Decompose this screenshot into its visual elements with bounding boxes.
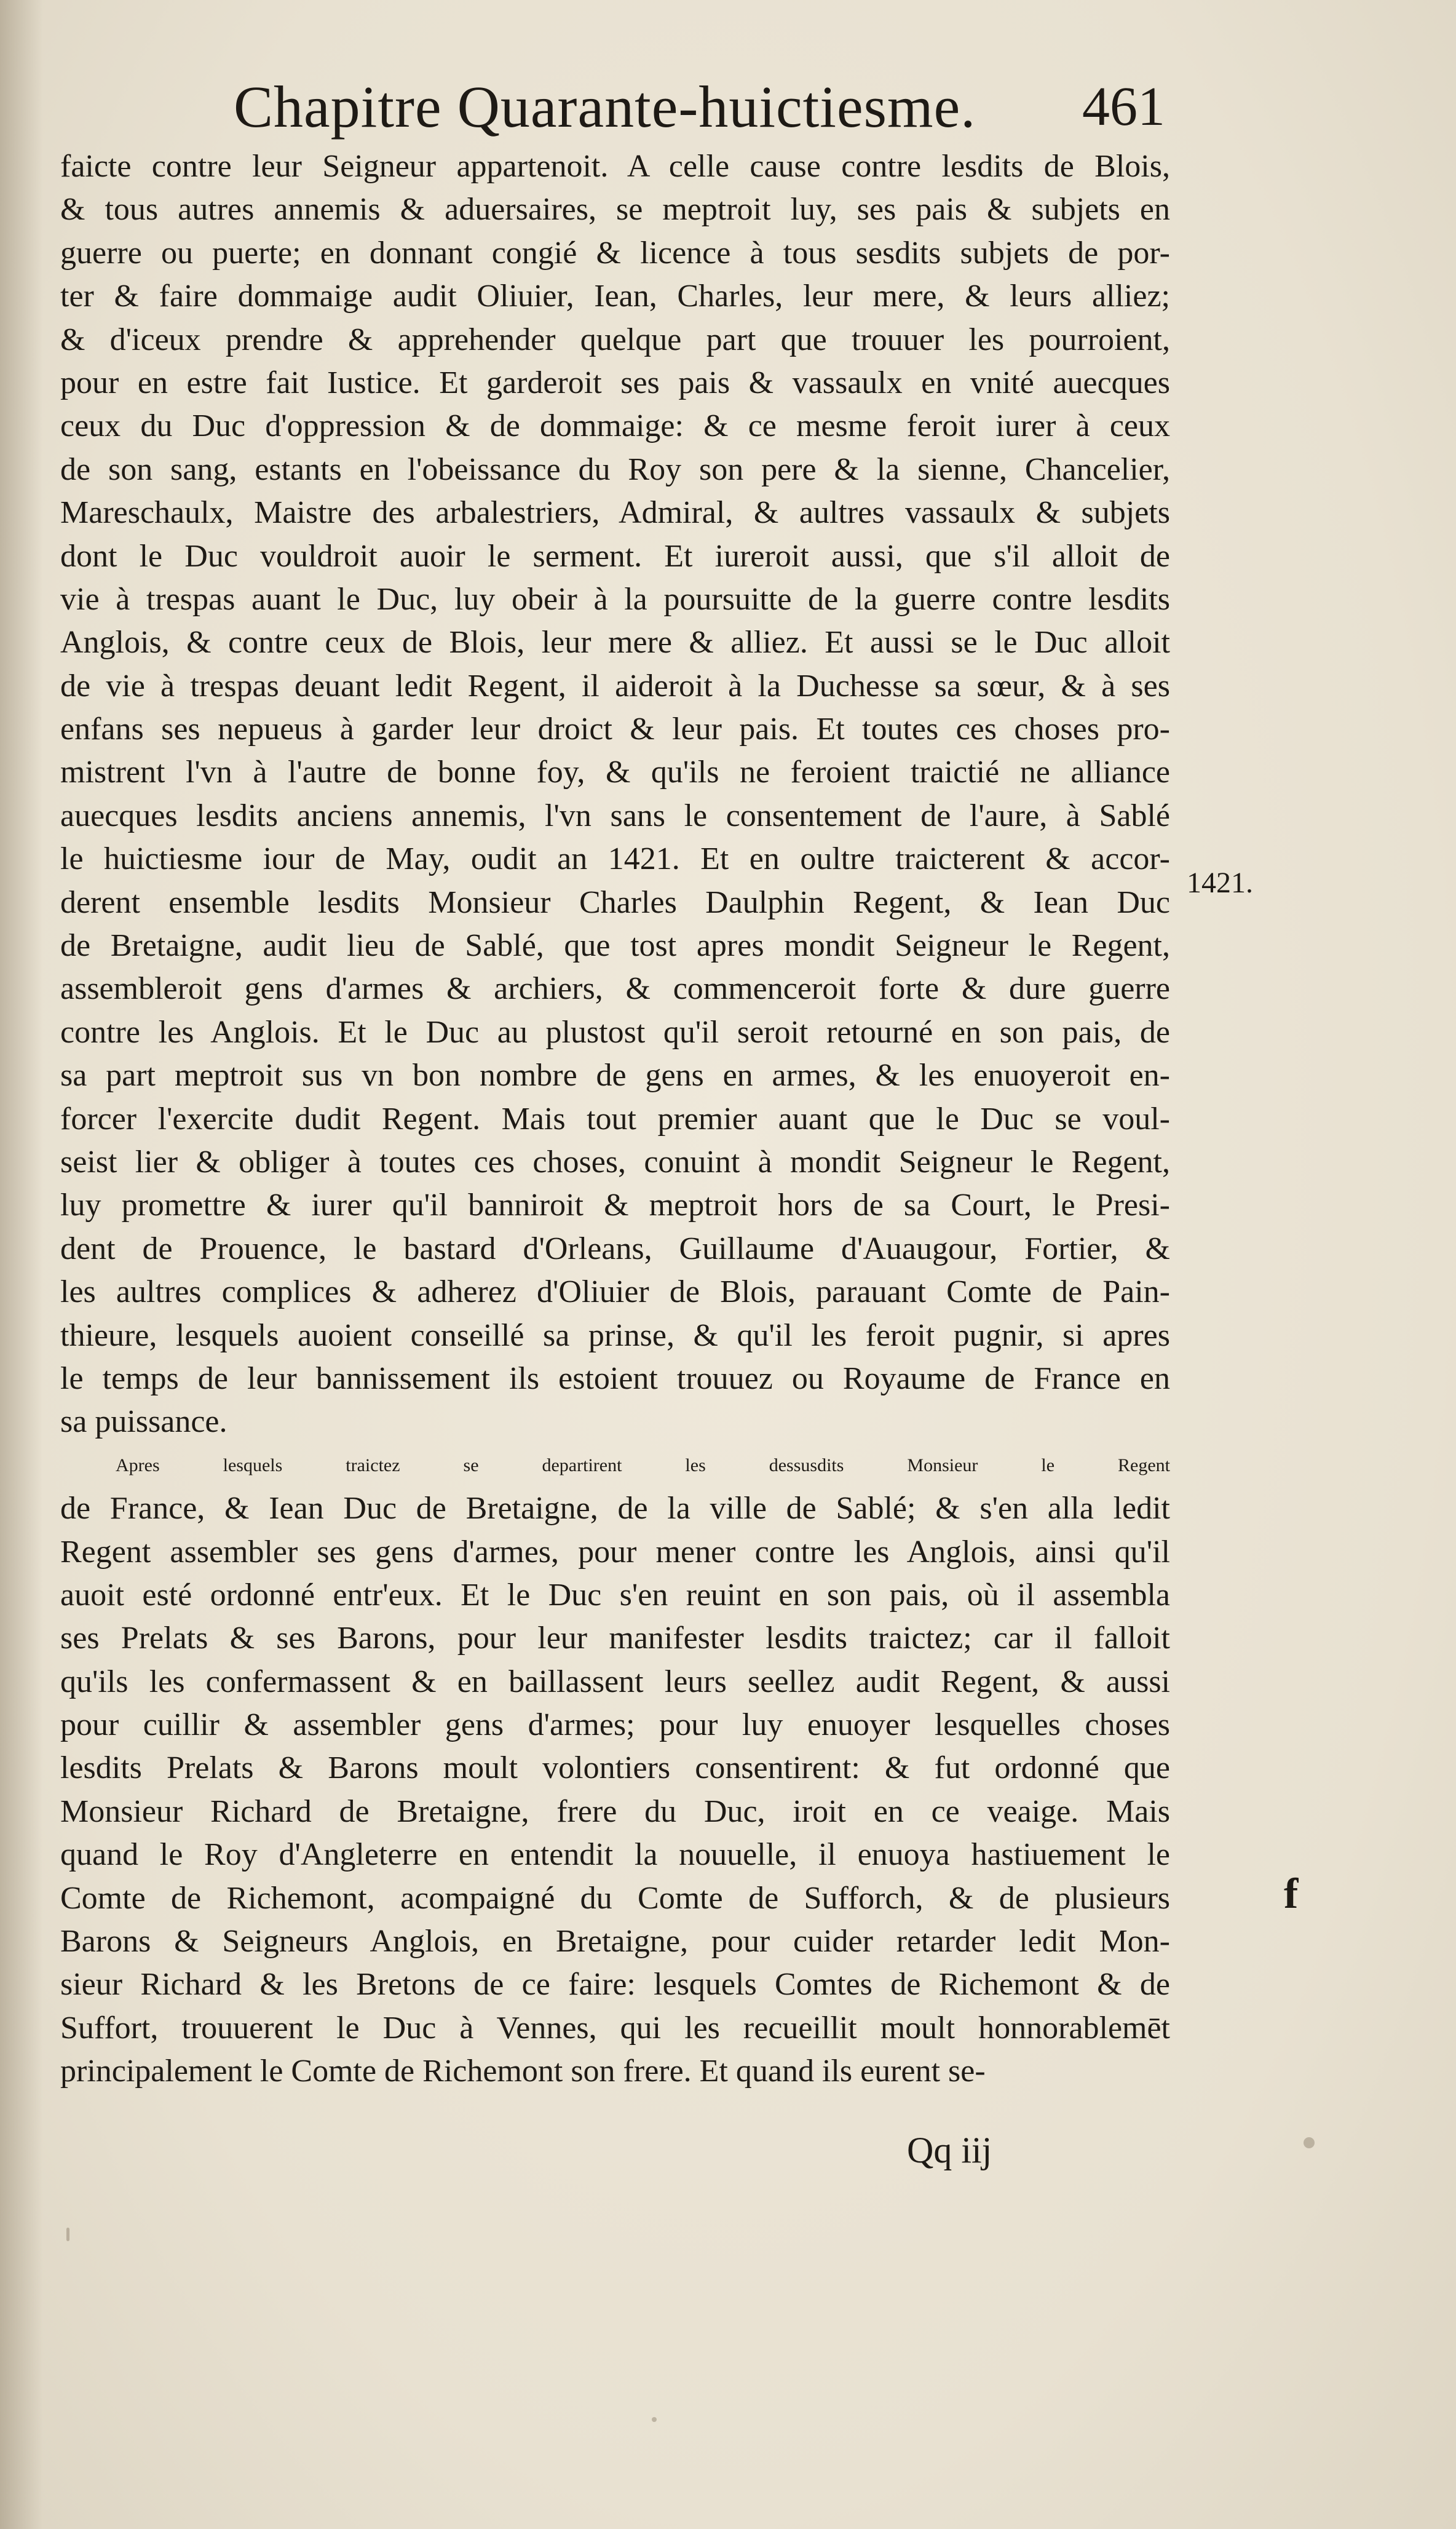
text-line: principalement le Comte de Richemont son frere. Et quand ils eurent se- [60,2054,986,2089]
running-title: Chapitre Quarante-huictiesme. [234,74,976,140]
text-line: ses Prelats & ses Barons, pour leur manifester lesdits traictez; car il falloit [60,1621,1170,1656]
text-line: ter & faire dommaige audit Oliuier, Iean, Charles, leur mere, & leurs alliez; [60,279,1170,314]
text-line: guerre ou puerte; en donnant congié & licence à tous sesdits subjets de por- [60,235,1170,271]
text-line: Regent assembler ses gens d'armes, pour mener contre les Anglois, ainsi qu'il [60,1534,1170,1570]
text-line: quand le Roy d'Angleterre en entendit la nouuelle, il enuoya hastiuement le [60,1837,1170,1873]
text-line: Comte de Richemont, acompaigné du Comte de Sufforch, & de plusieurs [60,1880,1170,1916]
signature-mark: Qq iij [907,2130,992,2170]
text-line: qu'ils les confermassent & en baillassent leurs seellez audit Regent, & aussi [60,1664,1170,1699]
text-line: & d'iceux prendre & apprehender quelque part que trouuer les pourroient, [60,322,1170,357]
text-line: auoit esté ordonné entr'eux. Et le Duc s'en reuint en son pais, où il assembla [60,1577,1170,1613]
text-line: contre les Anglois. Et le Duc au plustost qu'il seroit retourné en son pais, de [60,1014,1170,1050]
text-line: thieure, lesquels auoient conseillé sa prinse, & qu'il les feroit pugnir, si apres [60,1317,1170,1353]
binding-shadow [0,0,43,2529]
page-number: 461 [1082,76,1165,137]
text-line: Anglois, & contre ceux de Blois, leur mere & alliez. Et aussi se le Duc alloit [60,625,1170,661]
text-line: dent de Prouence, le bastard d'Orleans, Guillaume d'Auaugour, Fortier, & [60,1231,1170,1266]
text-line: Suffort, trouuerent le Duc à Vennes, qui les recueillit moult honnorablemēt [60,2010,1170,2046]
paragraph-1 [60,145,1170,1444]
text-line: Apres lesquels traictez se departirent les dessusdits Monsieur le Regent [116,1455,1170,1475]
page-header [68,73,1174,146]
paragraph-2 [60,1444,1170,2094]
text-line: de son sang, estants en l'obeissance du Roy son pere & la sienne, Chancelier, [60,451,1170,487]
text-line: seist lier & obliger à toutes ces choses, conuint à mondit Seigneur le Regent, [60,1144,1170,1180]
text-line: sieur Richard & les Bretons de ce faire: lesquels Comtes de Richemont & de [60,1967,1170,2003]
text-line: forcer l'exercite dudit Regent. Mais tout premier auant que le Duc se voul- [60,1101,1170,1137]
paper-spot [652,2417,657,2422]
text-line: derent ensemble lesdits Monsieur Charles Daulphin Regent, & Iean Duc [60,884,1170,920]
text-line: auecques lesdits anciens annemis, l'vn sans le consentement de l'aure, à Sablé [60,798,1170,833]
text-line: les aultres complices & adherez d'Oliuier de Blois, parauant Comte de Pain- [60,1274,1170,1310]
text-line: dont le Duc vouldroit auoir le serment. Et iureroit aussi, que s'il alloit de [60,538,1170,574]
text-line: de Bretaigne, audit lieu de Sablé, que tost apres mondit Seigneur le Regent, [60,928,1170,964]
text-line: ceux du Duc d'oppression & de dommaige: & ce mesme feroit iurer à ceux [60,408,1170,444]
text-line: Monsieur Richard de Bretaigne, frere du Duc, iroit en ce veaige. Mais [60,1793,1170,1829]
text-line: le temps de leur bannissement ils estoient trouuez ou Royaume de France en [60,1360,1170,1396]
margin-note-year: 1421. [1187,867,1253,899]
paper-spot [1304,2137,1315,2148]
text-line: pour en estre fait Iustice. Et garderoit ses pais & vassaulx en vnité auecques [60,365,1170,400]
text-line: enfans ses nepueus à garder leur droict & leur pais. Et toutes ces choses pro- [60,712,1170,747]
text-line: sa part meptroit sus vn bon nombre de gens en armes, & les enuoyeroit en- [60,1058,1170,1094]
body-text [60,145,1170,2094]
text-line: pour cuillir & assembler gens d'armes; pour luy enuoyer lesquelles choses [60,1707,1170,1743]
text-line: luy promettre & iurer qu'il banniroit & meptroit hors de sa Court, le Presi- [60,1188,1170,1223]
text-line: assembleroit gens d'armes & archiers, & commenceroit forte & dure guerre [60,971,1170,1007]
text-line: sa puissance. [60,1404,228,1440]
text-line: mistrent l'vn à l'autre de bonne foy, & qu'ils ne feroient traictié ne alliance [60,755,1170,790]
text-line: le huictiesme iour de May, oudit an 1421. Et en oultre traicterent & accor- [60,841,1170,877]
paper-spot [66,2228,69,2241]
text-line: de vie à trespas deuant ledit Regent, il aideroit à la Duchesse sa sœur, & à ses [60,668,1170,704]
text-line: & tous autres annemis & aduersaires, se meptroit luy, ses pais & subjets en [60,192,1170,228]
margin-mark: f [1284,1870,1299,1918]
text-line: lesdits Prelats & Barons moult volontiers consentirent: & fut ordonné que [60,1750,1170,1786]
text-line: de France, & Iean Duc de Bretaigne, de la ville de Sablé; & s'en alla ledit [60,1491,1170,1527]
text-line: Mareschaulx, Maistre des arbalestriers, Admiral, & aultres vassaulx & subjets [60,495,1170,531]
text-line: faicte contre leur Seigneur appartenoit. A celle cause contre lesdits de Blois, [60,149,1170,184]
text-line: Barons & Seigneurs Anglois, en Bretaigne, pour cuider retarder ledit Mon- [60,1924,1170,1959]
text-line: vie à trespas auant le Duc, luy obeir à la poursuitte de la guerre contre lesdits [60,581,1170,617]
